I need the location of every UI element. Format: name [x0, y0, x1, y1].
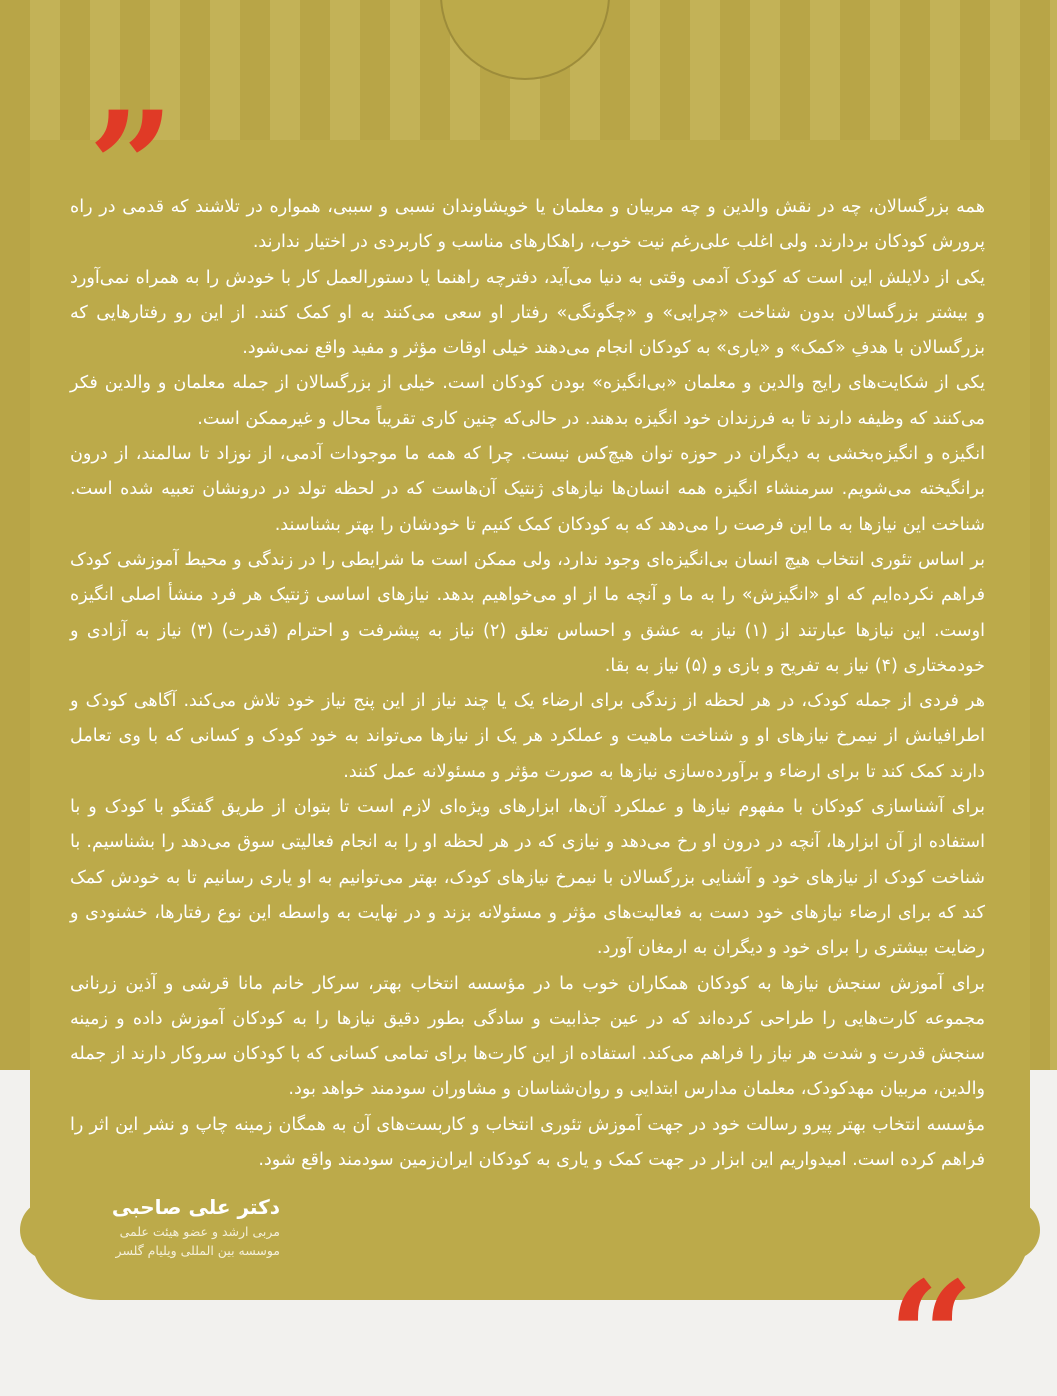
paragraph-9: مؤسسه انتخاب بهتر پیرو رسالت خود در جهت آموزش تئوری انتخاب و کاربست‌های آن به همگان زمینه چاپ و نشر این اثر را فراهم کرده است. امیدواریم این ابزار در جهت کمک و یاری به کودکان ایران‌زمین سودمند واقع شود. — [70, 1114, 985, 1171]
close-quote-icon: “ — [888, 1249, 975, 1396]
paragraph-4: انگیزه و انگیزه‌بخشی به دیگران در حوزه توان هیچ‌کس نیست. چرا که همه ما موجودات آدمی، از نوزاد تا سالمند، از درون برانگیخته می‌شویم. سرمنشاء انگیزه همه انسان‌ها نیازهای ژنتیک آن‌هاست که در لحظه تولد در درونشان تعبیه شده است. شناخت این نیازها به ما این فرصت را می‌دهد که به کودکان کمک کنیم تا خودشان را بهتر بشناسند. — [70, 444, 985, 535]
open-quote-icon: ” — [88, 79, 175, 255]
body-text — [70, 190, 985, 1178]
paragraph-8: برای آموزش سنجش نیازها به کودکان همکاران خوب ما در مؤسسه انتخاب بهتر، سرکار خانم مانا قرشی و آذین زرنانی مجموعه کارت‌هایی را طراحی کرده‌اند که در عین جذابیت و سادگی بطور دقیق نیازها را به کودکان آموزش داده و زمینه سنجش قدرت و شدت هر نیاز را فراهم می‌کند. استفاده از این کارت‌ها برای تمامی کسانی که با کودکان سروکار دارند از جمله والدین، مربیان مهدکودک، معلمان مدارس ابتدایی و روان‌شناسان و مشاوران سودمند خواهد بود. — [70, 973, 985, 1100]
author-name: دکتر علی صاحبی — [111, 1195, 280, 1219]
paragraph-6: هر فردی از جمله کودک، در هر لحظه از زندگی برای ارضاء یک یا چند نیاز از این پنج نیاز خود تلاش می‌کند. آگاهی کودک و اطرافیانش از نیمرخ نیازهای او و شناخت ماهیت و عملکرد هر یک از نیازها می‌تواند به خود کودک و کسانی که با وی تعامل دارند کمک کند تا برای ارضاء و برآورده‌سازی نیازها به صورت مؤثر و مسئولانه عمل کنند. — [70, 691, 985, 782]
paragraph-7: برای آشناسازی کودکان با مفهوم نیازها و عملکرد آن‌ها، ابزارهای ویژه‌ای لازم است تا بتوان از طریق گفتگو با کودک و با استفاده از آن ابزارها، آنچه در درون او رخ می‌دهد و نیازی که در هر لحظه او را به انجام فعالیتی سوق می‌دهد را بشناسیم. با شناخت کودک از نیازهای خود و آشنایی بزرگسالان با نیمرخ نیازهای کودک، بهتر می‌توانیم به او یاری رسانیم تا به خودش کمک کند که برای ارضاء نیازهای خود دست به فعالیت‌های مؤثر و مسئولانه بزند و در نهایت به واسطه این نوع رفتارها، خشنودی و رضایت بیشتری را برای خود و دیگران به ارمغان آورد. — [70, 797, 985, 959]
paragraph-5: بر اساس تئوری انتخاب هیچ انسان بی‌انگیزه‌ای وجود ندارد، ولی ممکن است ما شرایطی را در زندگی و محیط آموزشی کودک فراهم نکرده‌ایم که او «انگیزش» را به ما و آنچه ما از او می‌خواهیم بدهد. نیازهای اساسی ژنتیک هر فرد منشأ اصلی انگیزه اوست. این نیازها عبارتند از (۱) نیاز به عشق و احساس تعلق (۲) نیاز به پیشرفت و احترام (قدرت) (۳) نیاز به آزادی و خودمختاری (۴) نیاز به تفریح و بازی و (۵) نیاز به بقا. — [70, 549, 985, 676]
paragraph-3: یکی از شکایت‌های رایج والدین و معلمان «بی‌انگیزه» بودن کودکان است. خیلی از بزرگسالان از جمله معلمان و والدین فکر می‌کنند که وظیفه دارند تا به فرزندان خود انگیزه بدهند. در حالی‌که چنین کاری تقریباً محال و غیرممکن است. — [70, 373, 985, 429]
author-affiliation: موسسه بین المللی ویلیام گلسر — [115, 1243, 280, 1258]
thumb-notch — [440, 0, 610, 80]
signature-block — [80, 1192, 280, 1260]
author-role: مربی ارشد و عضو هیئت علمی — [119, 1224, 280, 1239]
paragraph-1: همه بزرگسالان، چه در نقش والدین و چه مربیان و معلمان یا خویشاوندان نسبی و سببی، همواره در تلاشند که قدمی در راه پرورش کودکان بردارند. ولی اغلب علی‌رغم نیت خوب، راهکارهای مناسب و کاربردی در اختیار ندارند. — [70, 197, 985, 253]
panel-left-shoulder — [20, 1200, 80, 1260]
panel-right-shoulder — [980, 1200, 1040, 1260]
paragraph-2: یکی از دلایلش این است که کودک آدمی وقتی به دنیا می‌آید، دفترچه راهنما یا دستورالعمل کار با خودش را به همراه نمی‌آورد و بیشتر بزرگسالان بدون شناخت «چرایی» و «چگونگی» رفتار او سعی می‌کنند به او کمک کنند. از این رو رفتارهایی که بزرگسالان با هدفِ «کمک» و «یاری» به کودکان انجام می‌دهند خیلی اوقات مؤثر و مفید واقع نمی‌شود. — [70, 267, 985, 359]
